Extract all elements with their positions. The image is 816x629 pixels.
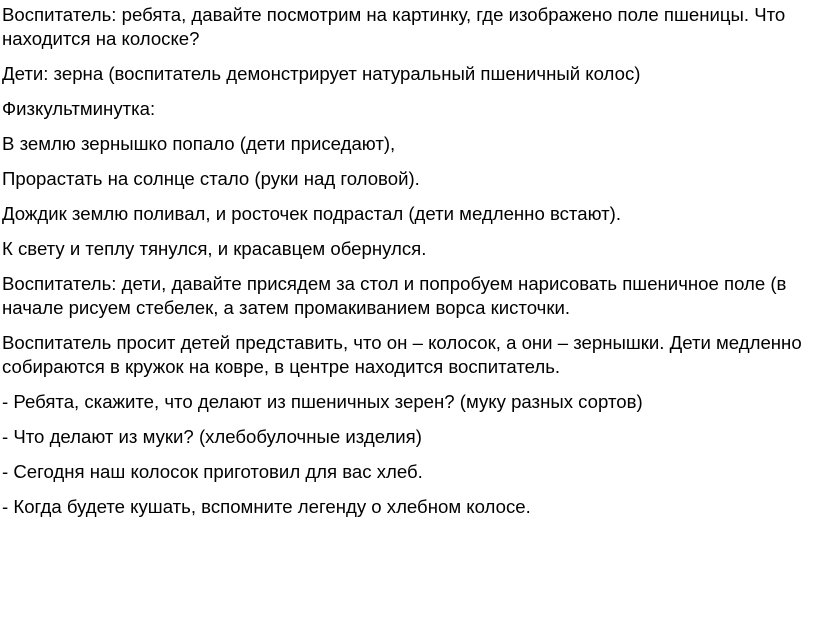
paragraph-verse-line-2: Прорастать на солнце стало (руки над головой).	[2, 168, 420, 189]
paragraph-verse-line-1: В землю зернышко попало (дети приседают),	[2, 133, 396, 154]
paragraph-bread-statement: - Сегодня наш колосок приготовил для вас хлеб.	[2, 461, 423, 482]
paragraph-verse-line-4: К свету и теплу тянулся, и красавцем обернулся.	[2, 238, 427, 259]
paragraph-question-grain: - Ребята, скажите, что делают из пшеничных зерен? (муку разных сортов)	[2, 391, 643, 412]
document-body	[2, 3, 814, 530]
paragraph-verse-line-3: Дождик землю поливал, и росточек подрастал (дети медленно встают).	[2, 203, 621, 224]
paragraph-role-play: Воспитатель просит детей представить, что он – колосок, а они – зернышки. Дети медленно собираются в кружок на ковре, в центре находится воспитатель.	[2, 332, 807, 377]
paragraph-closing: - Когда будете кушать, вспомните легенду о хлебном колосе.	[2, 496, 531, 517]
paragraph-question-flour: - Что делают из муки? (хлебобулочные изделия)	[2, 426, 422, 447]
paragraph-drawing-task: Воспитатель: дети, давайте присядем за стол и попробуем нарисовать пшеничное поле (в начале рисуем стебелек, а затем промакиванием ворса кисточки.	[2, 273, 792, 318]
paragraph-children-answer: Дети: зерна (воспитатель демонстрирует натуральный пшеничный колос)	[2, 63, 641, 84]
paragraph-exercise-heading: Физкультминутка:	[2, 98, 156, 119]
paragraph-teacher-intro: Воспитатель: ребята, давайте посмотрим на картинку, где изображено поле пшеницы. Что находится на колоске?	[2, 4, 791, 49]
